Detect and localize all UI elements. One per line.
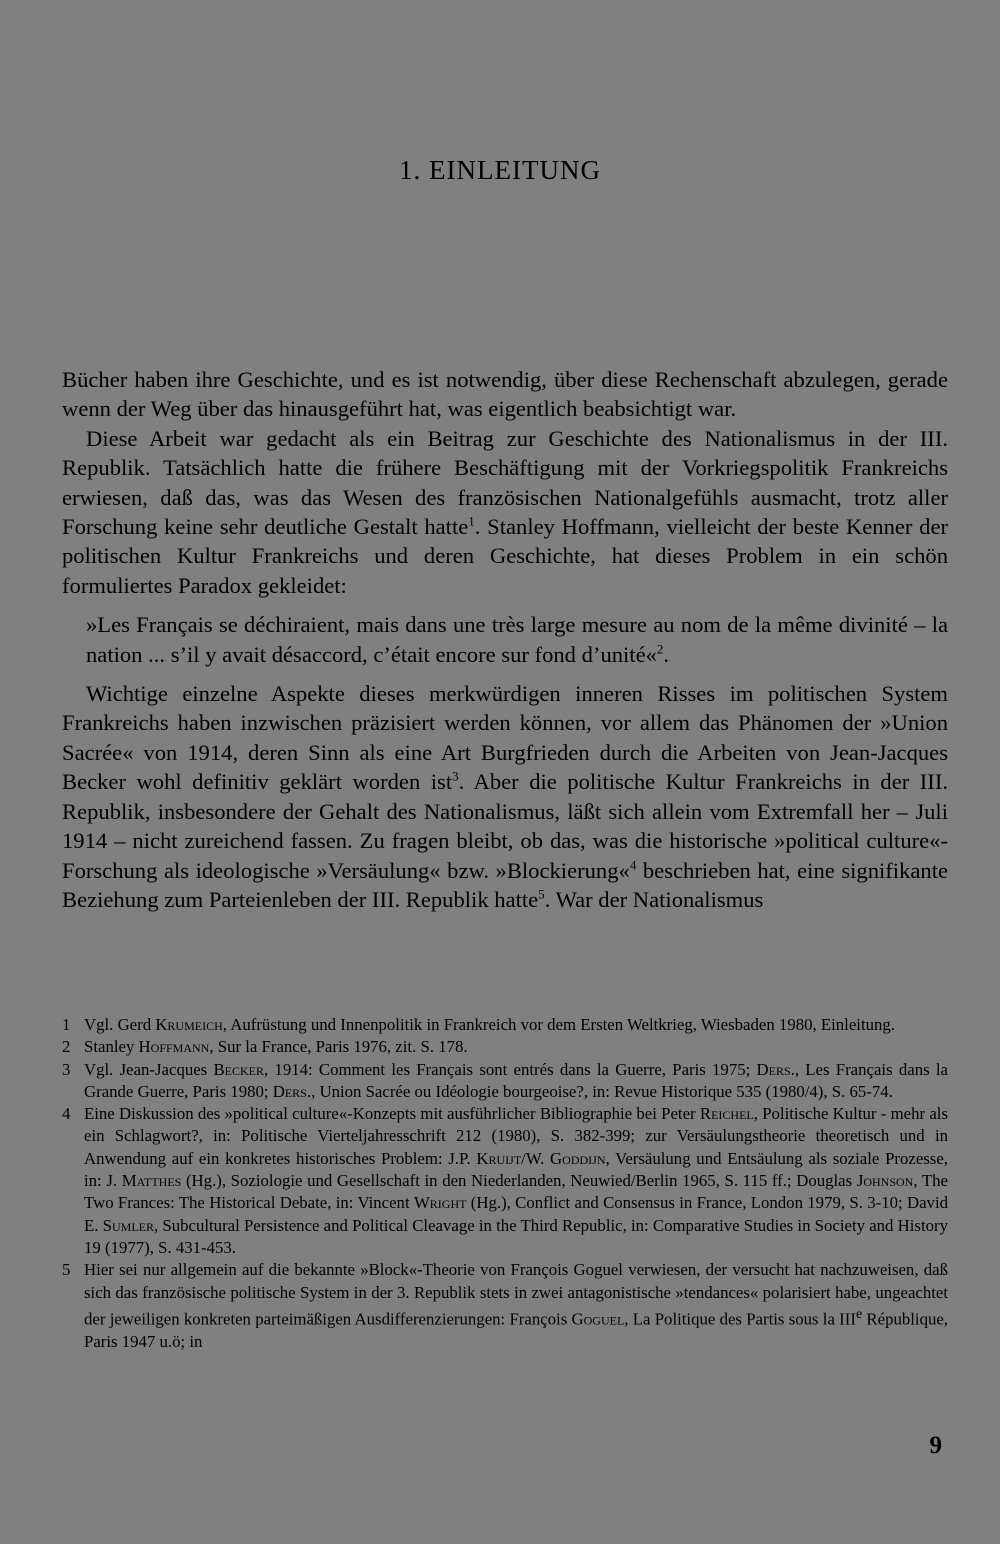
footnote-3: 3 Vgl. Jean-Jacques Becker, 1914: Comment les Français sont entrés dans la Guerre, Paris 1975; Ders., Les Français dans la Grande Guerre, Paris 1980; Ders., Union Sacrée ou Idéologie bourgeoise?, in: Revue Historique 535 (1980/4), S. 65-74. xyxy=(62,1059,948,1101)
block-quote: »Les Français se déchiraient, mais dans une très large mesure au nom de la même divinité – la nation ... s’il y avait désaccord, c’était encore sur fond d’unité«$^2$. xyxy=(86,612,948,667)
footnote-ref-3[interactable]: 3 xyxy=(452,768,459,784)
paragraph-2: Diese Arbeit war gedacht als ein Beitrag zur Geschichte des Nationalismus in der III. Republik. Tatsächlich hatte die frühere Beschäftigung mit der Vorkriegspolitik Frankreichs erwiesen, daß das, was das Wesen des französischen Nationalgefühls ausmacht, trotz aller Forschung keine sehr deutliche Gestalt hatte$^1$. Stanley Hoffmann, vielleicht der beste Kenner der politischen Kultur Frankreichs und deren Geschichte, hat dieses Problem in ein schön formuliertes Paradox gekleidet: xyxy=(62,425,949,598)
superscript: e xyxy=(855,1306,863,1322)
footnote-number: 3 xyxy=(62,1059,71,1079)
author-name: Goddijn xyxy=(550,1148,606,1168)
author-name: Reichel xyxy=(699,1104,754,1124)
author-name: Ders. xyxy=(272,1081,312,1101)
author-name: Becker xyxy=(213,1059,264,1079)
footnote-ref-5[interactable]: 5 xyxy=(538,886,545,902)
paragraph-3: Wichtige einzelne Aspekte dieses merkwürdigen inneren Risses im politischen System Frankreichs haben inzwischen präzisiert werden können, vor allem das Phänomen der »Union Sacrée« von 1914, deren Sinn als eine Art Burgfrieden durch die Arbeiten von Jean-Jacques Becker wohl definitiv geklärt worden ist$^3$. Aber die politische Kultur Frankreichs in der III. Republik, insbesondere der Gehalt des Nationalismus, läßt sich allein vom Extremfall her – Juli 1914 – nicht zureichend fassen. Zu fragen bleibt, ob das, was die historische »political culture«-Forschung als ideologische »Versäulung« bzw. »Blockierung«$^4$ beschrieben hat, eine signifikante Beziehung zum Parteienleben der III. Republik hatte$^5$. War der Nationalismus xyxy=(62,681,948,912)
footnote-ref-4[interactable]: 4 xyxy=(629,856,637,872)
author-name: Ders. xyxy=(756,1059,795,1079)
author-name: Krumeich xyxy=(155,1015,223,1034)
footnote-2: 2 Stanley Hoffmann, Sur la France, Paris 1976, zit. S. 178. xyxy=(62,1036,948,1058)
author-name: Johnson xyxy=(856,1171,914,1191)
footnote-ref-2[interactable]: 2 xyxy=(656,641,664,657)
author-name: Sumler xyxy=(102,1215,154,1235)
footnote-number: 5 xyxy=(62,1260,71,1280)
footnote-number: 4 xyxy=(62,1104,71,1124)
paragraph-1: Bücher haben ihre Geschichte, und es ist notwendig, über diese Rechenschaft abzulegen, gerade wenn der Weg über das hinausgeführt hat, was eigentlich beabsichtigt war. xyxy=(62,367,948,422)
footnote-ref-1[interactable]: 1 xyxy=(468,513,475,529)
author-name: Hoffmann xyxy=(138,1037,210,1057)
author-name: Matthes xyxy=(121,1171,182,1191)
page-number: 9 xyxy=(929,1432,942,1459)
author-name: Wright xyxy=(413,1193,467,1213)
footnote-number: 1 xyxy=(62,1015,71,1034)
footnote-4: 4 Eine Diskussion des »political culture«-Konzepts mit ausführlicher Bibliographie bei Peter Reichel, Politische Kultur - mehr als ein Schlagwort?, in: Politische Vierteljahresschrift 212 (1980), S. 382-399; zur Versäulungstheorie theoretisch und in Anwendung auf ein konkretes historisches Problem: J.P. Kruijt/W. Goddijn, Versäulung und Entsäulung als soziale Prozesse, in: J. Matthes (Hg.), Soziologie und Gesellschaft in den Niederlanden, Neuwied/Berlin 1965, S. 115 ff.; Douglas Johnson, The Two Frances: The Historical Debate, in: Vincent Wright (Hg.), Conflict and Consensus in France, London 1979, S. 3-10; David E. Sumler, Subcultural Persistence and Political Cleavage in the Third Republic, in: Comparative Studies in Society and History 19 (1977), S. 431-453. xyxy=(62,1104,948,1257)
footnote-number: 2 xyxy=(62,1037,71,1057)
footnote-5: 5 Hier sei nur allgemein auf die bekannte »Block«-Theorie von François Goguel verwiesen, der versucht hat nachzuweisen, daß sich das französische politische System in der 3. Republik stets in zwei antagonistische »tendances« polarisiert habe, ungeachtet der jeweiligen konkreten parteimäßigen Ausdifferenzierungen: François Goguel, La Politique des Partis sous la IIIe République, Paris 1947 u.ö; in xyxy=(62,1260,948,1351)
footnotes xyxy=(62,1014,948,1353)
main-text xyxy=(62,365,948,914)
author-name: Goguel xyxy=(571,1309,625,1329)
author-name: Kruijt xyxy=(476,1148,522,1168)
footnote-1: 1 Vgl. Gerd Krumeich, Aufrüstung und Innenpolitik in Frankreich vor dem Ersten Weltkrieg, Wiesbaden 1980, Einleitung. xyxy=(62,1014,948,1036)
chapter-heading: 1. EINLEITUNG xyxy=(399,155,601,185)
